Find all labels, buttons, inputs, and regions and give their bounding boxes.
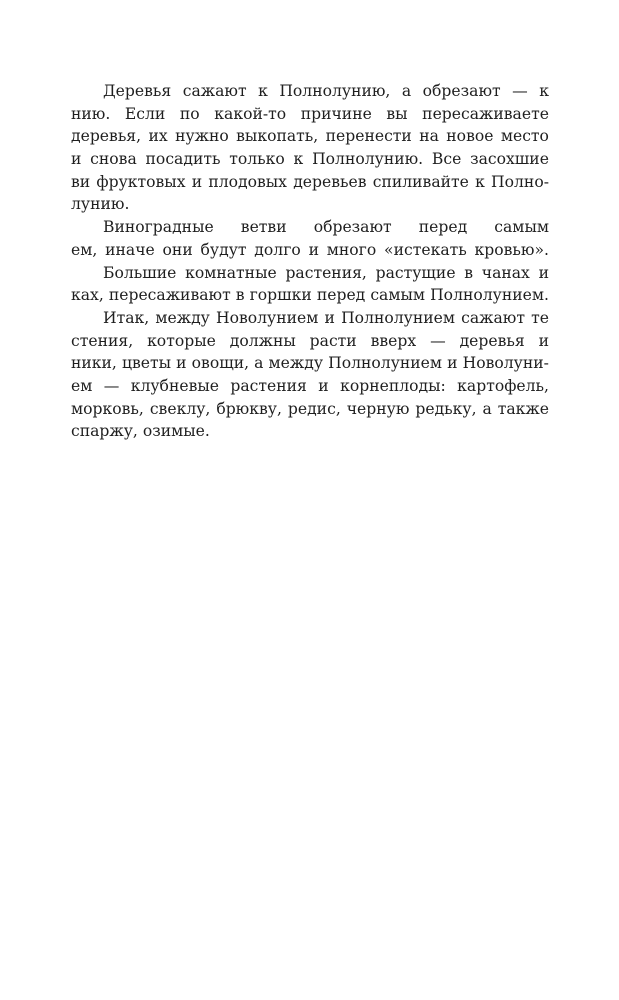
paragraph-4-line-3: ники, цветы и овощи, а между Полнолунием и Новолуни- xyxy=(71,354,549,373)
paragraph-1-line-6: лунию. xyxy=(71,195,130,214)
paragraph-1-line-2: нию. Если по какой-то причине вы пересаживаете xyxy=(71,104,549,123)
body-text xyxy=(71,80,549,443)
paragraph-2-line-2: ем, иначе они будут долго и много «истекать кровью». xyxy=(71,240,549,259)
paragraph-4-line-4: ем — клубневые растения и корнеплоды: картофель, xyxy=(71,376,549,395)
paragraph-4-line-2: стения, которые должны расти вверх — деревья и xyxy=(71,331,549,350)
paragraph-4-line-1: Итак, между Новолунием и Полнолунием сажают те xyxy=(103,308,549,327)
paragraph-3-line-1: Большие комнатные растения, растущие в чанах и xyxy=(103,263,549,282)
paragraph-4-line-5: морковь, свеклу, брюкву, редис, черную редьку, а также xyxy=(71,399,549,418)
paragraph-3-line-2: ках, пересаживают в горшки перед самым Полнолунием. xyxy=(71,286,549,305)
paragraph-1-line-4: и снова посадить только к Полнолунию. Все засохшие xyxy=(71,150,549,169)
paragraph-1-line-5: ви фруктовых и плодовых деревьев спиливайте к Полно- xyxy=(71,172,549,191)
paragraph-1-line-3: деревья, их нужно выкопать, перенести на новое место xyxy=(71,127,549,146)
paragraph-2-line-1: Виноградные ветви обрезают перед самым xyxy=(103,218,549,237)
paragraph-4-line-6: спаржу, озимые. xyxy=(71,422,210,441)
paragraph-1-line-1: Деревья сажают к Полнолунию, а обрезают — к xyxy=(103,82,549,100)
